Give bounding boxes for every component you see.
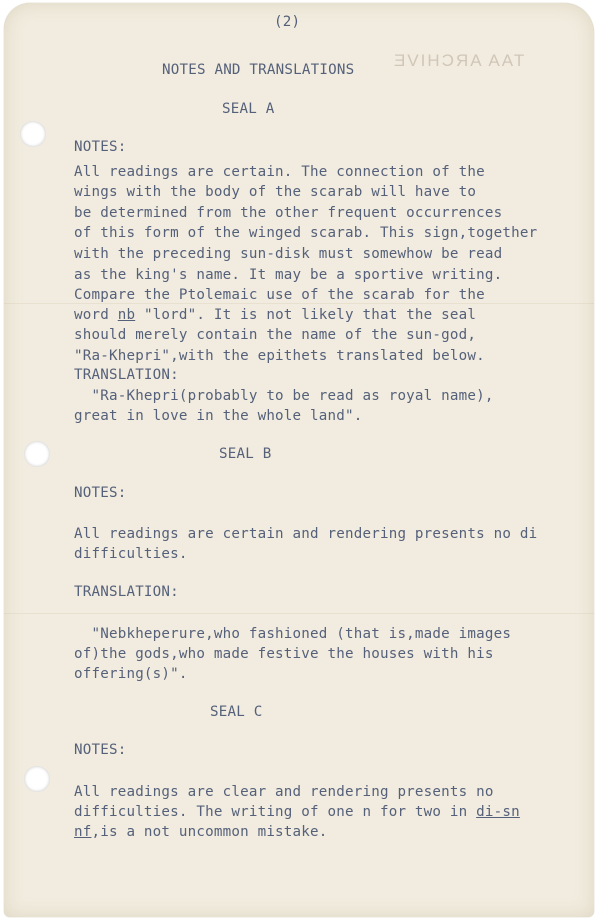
seal-a-notes-line: should merely contain the name of the sun-god, (74, 327, 477, 343)
seal-c-notes-line: All readings are clear and rendering presents no (74, 784, 494, 800)
seal-b-notes-line: difficulties. (74, 546, 188, 562)
page-heading: NOTES AND TRANSLATIONS (162, 62, 355, 78)
seal-b-translation-line: "Nebkheperure,who fashioned (that is,made images (74, 626, 512, 642)
paper-fold (4, 613, 594, 614)
seal-b-notes-label: NOTES: (74, 485, 127, 501)
seal-c-title: SEAL C (210, 704, 263, 720)
seal-a-notes-line: of this form of the winged scarab. This sign,together (74, 225, 538, 241)
underlined-word-nb: nb (117, 307, 136, 323)
seal-a-notes-line: be determined from the other frequent occurrences (74, 205, 503, 221)
punch-hole (24, 441, 50, 467)
seal-a-notes-line: with the preceding sun-disk must somewhow be read (74, 246, 503, 262)
seal-a-notes-line: "Ra-Khepri",with the epithets translated below. (74, 348, 485, 364)
seal-c-notes-line: nf,is a not uncommon mistake. (74, 824, 328, 840)
seal-a-title: SEAL A (222, 101, 275, 117)
page-number: (2) (274, 14, 301, 30)
seal-b-title: SEAL B (219, 446, 272, 462)
seal-a-notes-line: as the king's name. It may be a sportive writing. (74, 267, 503, 283)
punch-hole (20, 121, 46, 147)
seal-a-notes-line: word nb "lord". It is not likely that the seal (74, 307, 477, 323)
seal-c-notes-label: NOTES: (74, 742, 127, 758)
seal-b-translation-line: of)the gods,who made festive the houses with his (74, 646, 494, 662)
typed-document-page (4, 3, 594, 917)
seal-b-translation-label: TRANSLATION: (74, 584, 179, 600)
seal-a-translation-line: great in love in the whole land". (74, 408, 363, 424)
seal-b-notes-line: All readings are certain and rendering presents no di (74, 526, 538, 542)
underlined-word-nf: nf (74, 824, 92, 840)
seal-a-notes-line: All readings are certain. The connection of the (74, 164, 485, 180)
seal-a-notes-line: Compare the Ptolemaic use of the scarab for the (74, 287, 485, 303)
seal-a-notes-label: NOTES: (74, 139, 127, 155)
punch-hole (24, 766, 50, 792)
seal-a-translation-label: TRANSLATION: (74, 367, 179, 383)
seal-a-translation-line: "Ra-Khepri(probably to be read as royal name), (74, 388, 494, 404)
seal-c-notes-line: difficulties. The writing of one n for two in di-sn (74, 804, 520, 820)
archive-stamp: TAA ARCHIVE (392, 51, 525, 70)
seal-a-notes-line: wings with the body of the scarab will have to (74, 184, 477, 200)
seal-b-translation-line: offering(s)". (74, 666, 188, 682)
underlined-word-di-sn: di-sn (476, 804, 520, 820)
